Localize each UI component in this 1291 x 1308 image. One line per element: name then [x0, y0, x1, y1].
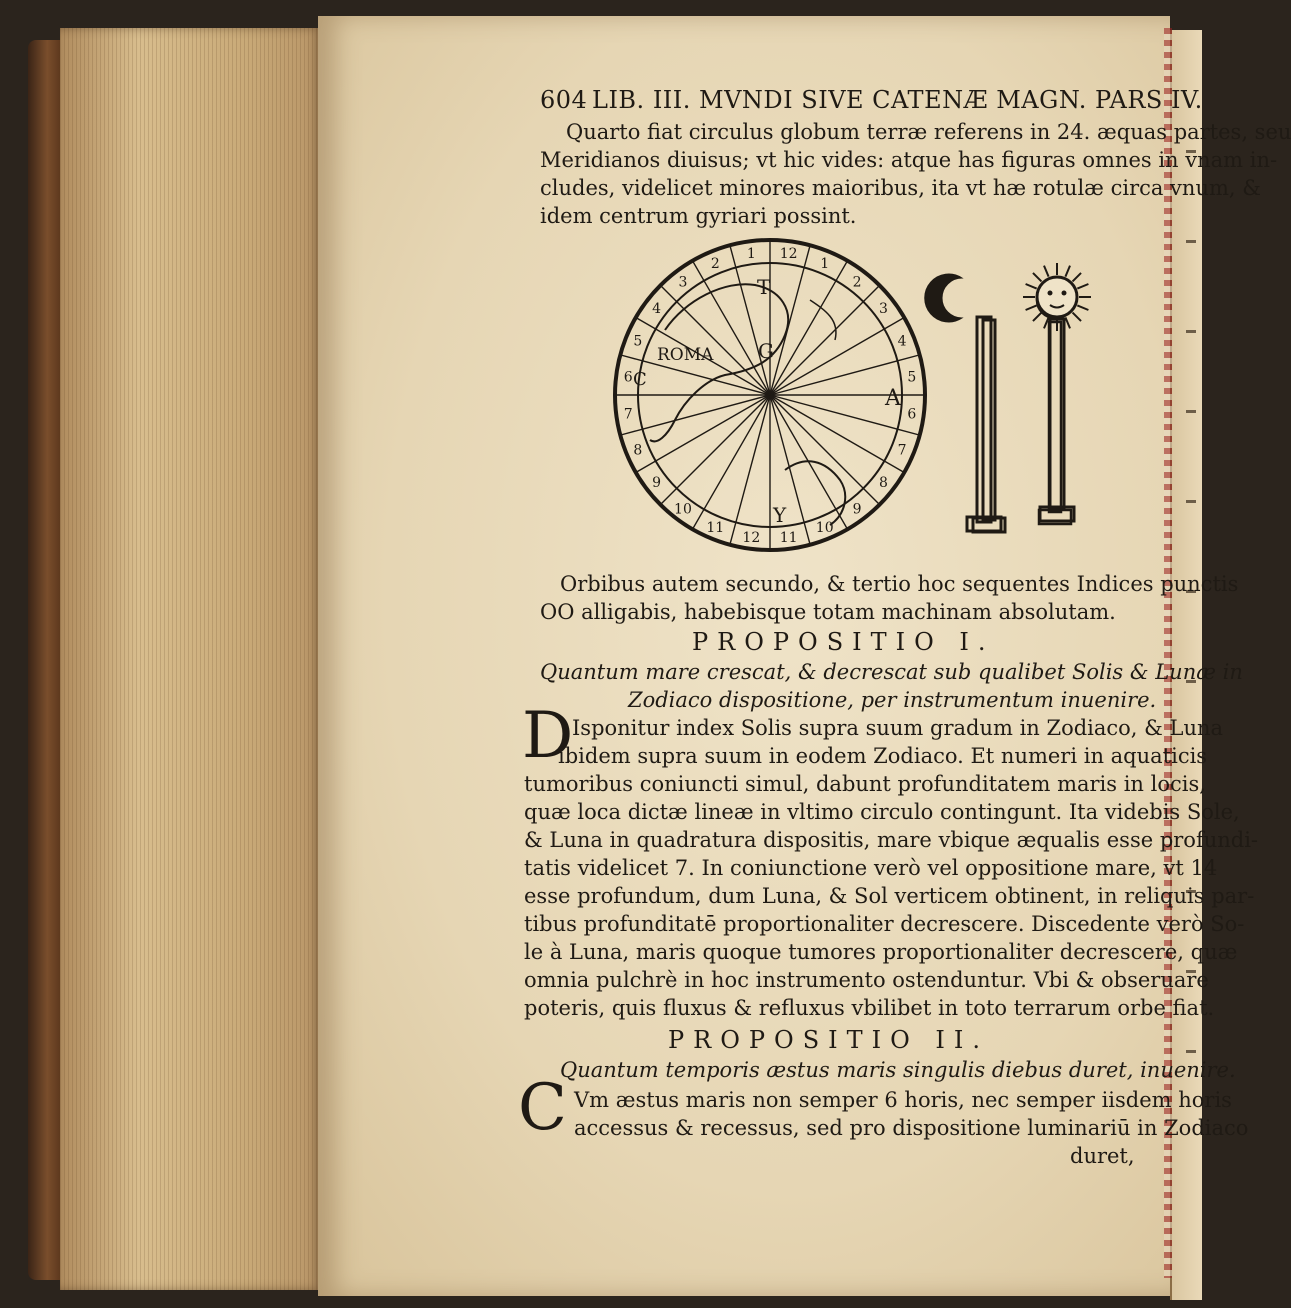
label-left: C — [633, 369, 647, 390]
sun-ray — [1026, 284, 1037, 289]
page-block-edges — [60, 28, 322, 1290]
label-top: T — [757, 275, 771, 299]
sun-ray — [1033, 273, 1041, 281]
ring-number: 1 — [746, 246, 756, 263]
ring-divider — [636, 318, 656, 330]
ring-number: 5 — [907, 369, 917, 386]
ring-divider — [884, 318, 904, 330]
text-line: omnia pulchrè in hoc instrumento ostenduntur. Vbi & obseruare — [524, 968, 1209, 992]
running-head: LIB. III. MVNDI SIVE CATENÆ MAGN. PARS IV. — [592, 86, 1203, 114]
meridian-line — [770, 395, 863, 488]
catchword: duret, — [1070, 1144, 1135, 1168]
ring-number: 8 — [633, 442, 643, 459]
text-line: tumoribus coniuncti simul, dabunt profunditatem maris in locis, — [524, 772, 1206, 796]
ring-number: 6 — [907, 406, 917, 423]
ring-divider — [730, 523, 736, 545]
ring-number: 3 — [878, 300, 888, 317]
sun-ray — [1026, 305, 1037, 310]
ring-number: 7 — [897, 442, 907, 459]
label-right: A — [885, 386, 901, 411]
sun-icon — [1023, 263, 1091, 521]
proposition-subtitle: Zodiaco dispositione, per instrumentum inuenire. — [628, 688, 1157, 712]
sun-ray — [1065, 317, 1070, 328]
text-line: Quarto fiat circulus globum terræ referens in 24. æquas partes, seu — [566, 120, 1291, 144]
meridian-line — [770, 361, 898, 395]
sun-ray — [1033, 313, 1041, 321]
drop-cap: D — [522, 699, 574, 773]
proposition-heading: PROPOSITIO I. — [692, 628, 995, 656]
text-line: poteris, quis fluxus & refluxus vbilibet in toto terrarum orbe fiat. — [524, 996, 1215, 1020]
page-number: 604 — [540, 86, 588, 114]
ring-number: 9 — [652, 475, 662, 492]
ring-number: 11 — [706, 520, 725, 537]
text-line: Meridianos diuisus; vt hic vides: atque has figuras omnes in vnam in- — [540, 148, 1278, 172]
ring-divider — [863, 285, 879, 301]
ring-number: 3 — [678, 274, 688, 291]
ring-divider — [898, 355, 920, 361]
ring-number: 8 — [878, 475, 888, 492]
ring-divider — [620, 355, 642, 361]
proposition-heading: PROPOSITIO II. — [668, 1026, 990, 1054]
meridian-line — [770, 302, 863, 395]
meridian-line — [677, 395, 770, 488]
sun-ray — [1077, 305, 1088, 310]
ring-divider — [804, 523, 810, 545]
meridian-line — [770, 395, 884, 461]
text-line: esse profundum, dum Luna, & Sol verticem obtinent, in reliquis par- — [524, 884, 1255, 908]
indices-figure — [955, 255, 1105, 545]
text-line: tatis videlicet 7. In coniunctione verò vel oppositione mare, vt 14 — [524, 856, 1218, 880]
ring-number: 5 — [633, 333, 643, 350]
meridian-line — [736, 395, 770, 523]
sun-ray — [1077, 284, 1088, 289]
drop-cap: C — [518, 1071, 567, 1145]
ring-divider — [804, 245, 810, 267]
ring-divider — [693, 261, 705, 281]
ring-divider — [730, 245, 736, 267]
text-line: tibus profunditatē proportionaliter decrescere. Discedente verò So- — [524, 912, 1245, 936]
ring-divider — [660, 285, 676, 301]
ring-number: 1 — [820, 255, 830, 272]
ring-divider — [863, 488, 879, 504]
meridian-line — [770, 395, 836, 509]
ring-number: 11 — [779, 529, 798, 546]
text-line: OO alligabis, habebisque totam machinam absolutam. — [540, 600, 1116, 624]
ring-number: 6 — [623, 369, 633, 386]
ring-number: 9 — [852, 501, 862, 518]
ring-number: 10 — [674, 501, 692, 518]
text-line: le à Luna, maris quoque tumores proportionaliter decrescere, quæ — [524, 940, 1238, 964]
text-line: Orbibus autem secundo, & tertio hoc sequentes Indices punctis — [560, 572, 1239, 596]
meridian-line — [770, 329, 884, 395]
text-line: accessus & recessus, sed pro dispositione luminariū in Zodiaco — [574, 1116, 1249, 1140]
moon-icon — [963, 273, 1001, 531]
label-city: ROMA — [657, 345, 714, 365]
meridian-line — [704, 395, 770, 509]
ring-divider — [620, 429, 642, 435]
woodcut-figure — [605, 240, 985, 555]
text-line: Isponitur index Solis supra suum gradum in Zodiaco, & Luna — [572, 716, 1224, 740]
label-bottom: Y — [773, 503, 787, 527]
ring-number: 2 — [710, 255, 720, 272]
meridian-line — [656, 395, 770, 461]
ring-number: 10 — [815, 520, 834, 537]
ring-divider — [898, 429, 920, 435]
text-line: cludes, videlicet minores maioribus, ita vt hæ rotulæ circa vnum, & — [540, 176, 1261, 200]
meridian-line — [770, 395, 898, 429]
ring-divider — [884, 461, 904, 473]
label-center: G — [758, 339, 774, 363]
ring-number: 12 — [742, 529, 761, 546]
text-line: ibidem supra suum in eodem Zodiaco. Et numeri in aquaticis — [558, 744, 1208, 768]
proposition-subtitle: Quantum mare crescat, & decrescat sub qualibet Solis & Lunæ in — [540, 660, 1243, 684]
text-line: idem centrum gyriari possint. — [540, 204, 857, 228]
sun-ray — [1044, 266, 1049, 277]
ring-number: 4 — [897, 333, 907, 350]
text-line: & Luna in quadratura dispositis, mare vbique æqualis esse profundi- — [524, 828, 1259, 852]
ring-number: 4 — [652, 300, 662, 317]
ring-number: 2 — [852, 274, 862, 291]
text-line: quæ loca dictæ lineæ in vltimo circulo contingunt. Ita videbis Sole, — [524, 800, 1240, 824]
ring-divider — [693, 509, 705, 529]
text-line: Vm æstus maris non semper 6 horis, nec semper iisdem horis — [574, 1088, 1232, 1112]
sun-ray — [1073, 273, 1081, 281]
meridian-line — [642, 395, 770, 429]
sun-ray — [1044, 317, 1049, 328]
meridian-line — [642, 361, 770, 395]
sun-ray — [1073, 313, 1081, 321]
ring-number: 7 — [623, 406, 633, 423]
proposition-subtitle: Quantum temporis æstus maris singulis diebus duret, inuenire. — [560, 1058, 1236, 1082]
ring-divider — [636, 461, 656, 473]
ring-divider — [836, 261, 848, 281]
sun-ray — [1065, 266, 1070, 277]
ring-number: 12 — [779, 246, 798, 263]
